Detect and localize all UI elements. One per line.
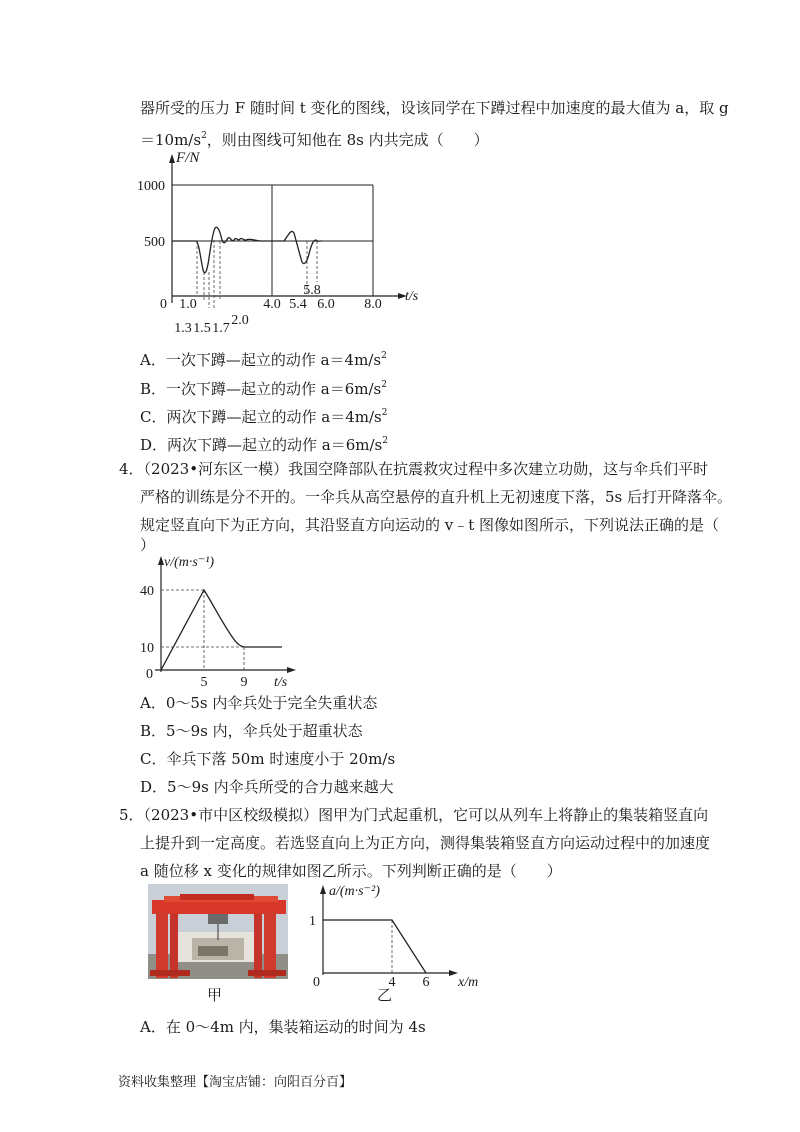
chart3-ytick-1: 1: [309, 914, 316, 929]
chart2-ytick-10: 10: [140, 641, 154, 656]
q4-text-line2: 严格的训练是分不开的。一伞兵从高空悬停的直升机上无初速度下落，5s 后打开降落伞。: [140, 488, 733, 506]
chart1-xtick-1.3: 1.3: [174, 321, 192, 336]
chart1-xtick-6.0: 6.0: [317, 297, 335, 312]
q3-option-c-sup: 2: [381, 408, 388, 418]
chart3-y-arrow: [320, 885, 326, 894]
q5-text-line3: a 随位移 x 变化的规律如图乙所示。下列判断正确的是（ ）: [140, 862, 562, 880]
q4-option-c: C．伞兵下落 50m 时速度小于 20m/s: [140, 750, 396, 768]
chart3-ylabel-text: a/(m·s⁻²): [329, 884, 380, 899]
chart2-xtick-9: 9: [240, 675, 248, 690]
q4-option-d: D．5～9s 内伞兵所受的合力越来越大: [140, 778, 394, 796]
q3-option-b-sup: 2: [381, 380, 387, 390]
q3-line2-sup: 2: [201, 131, 207, 141]
chart1-ytick-500: 500: [144, 235, 165, 250]
q3-option-b-text: B．一次下蹲—起立的动作 a＝6m/s: [140, 380, 382, 398]
chart1-xlabel: t/s: [405, 289, 419, 304]
chart1-xtick-4.0: 4.0: [263, 297, 281, 312]
chart3-origin: 0: [313, 975, 320, 990]
q4-text-line3: 规定竖直向下为正方向，其沿竖直方向运动的 v﹣t 图像如图所示，下列说法正确的是（: [140, 516, 720, 534]
chart2-origin: 0: [146, 667, 153, 682]
chart3-ylabel: [329, 884, 380, 899]
chart1-xtick-1.7: 1.7: [212, 321, 230, 336]
q4-text-line1: 4．（2023•河东区一模）我国空降部队在抗震救灾过程中多次建立功勋，这与伞兵们平时: [119, 460, 709, 478]
chart3-xtick-4: 4: [388, 975, 396, 990]
q4-text-line4: ）: [140, 536, 156, 554]
q5-option-a: A．在 0～4m 内，集装箱运动的时间为 4s: [140, 1018, 426, 1036]
chart1-xtick-1.5: 1.5: [193, 321, 211, 336]
q3-option-d-sup: 2: [382, 436, 388, 446]
q3-text-line1: 器所受的压力 F 随时间 t 变化的图线，设该同学在下蹲过程中加速度的最大值为 a，取 g: [140, 99, 729, 117]
chart3-x-arrow: [449, 970, 458, 976]
chart3-xlabel: x/m: [458, 975, 479, 990]
chart1-origin: 0: [160, 297, 167, 312]
chart3-xtick-6: 6: [422, 975, 430, 990]
caption-jia: 甲: [207, 986, 223, 1004]
q3-option-c-text: C．两次下蹲—起立的动作 a＝4m/s: [140, 408, 382, 426]
acceleration-curve: [323, 920, 426, 973]
chart2-xlabel: t/s: [274, 675, 288, 690]
chart1-xtick-5.8: 5.8: [303, 283, 321, 298]
chart1-xtick-5.4: 5.4: [289, 297, 307, 312]
q3-option-a-text: A．一次下蹲—起立的动作 a＝4m/s: [140, 351, 382, 369]
chart2-ylabel-text: v/(m·s⁻¹): [164, 555, 215, 570]
page-footer: 资料收集整理【淘宝店铺：向阳百分百】: [118, 1075, 353, 1090]
chart2-ytick-40: 40: [140, 584, 154, 599]
q5-text-line2: 上提升到一定高度。若选竖直向上为正方向，测得集装箱竖直方向运动过程中的加速度: [140, 834, 711, 852]
q3-line2-post: ，则由图线可知他在 8s 内共完成（ ）: [206, 131, 489, 149]
q3-option-a-sup: 2: [381, 351, 387, 361]
q4-option-a: A．0～5s 内伞兵处于完全失重状态: [140, 694, 378, 712]
caption-yi: 乙: [377, 986, 393, 1004]
chart1-ylabel: F/N: [176, 150, 200, 166]
q5-text-line1: 5．（2023•市中区校级模拟）图甲为门式起重机，它可以从列车上将静止的集装箱竖直向: [119, 806, 709, 824]
q3-line2-pre: ＝10m/s: [140, 131, 202, 149]
q3-option-d-text: D．两次下蹲—起立的动作 a＝6m/s: [140, 436, 383, 454]
chart1-ytick-1000: 1000: [137, 179, 165, 194]
chart2-xtick-5: 5: [200, 675, 208, 690]
chart1-xtick-8.0: 8.0: [364, 297, 382, 312]
q4-option-b: B．5～9s 内，伞兵处于超重状态: [140, 722, 363, 740]
chart1-xtick-2.0: 2.0: [231, 313, 249, 328]
chart1-xtick-1.0: 1.0: [179, 297, 197, 312]
